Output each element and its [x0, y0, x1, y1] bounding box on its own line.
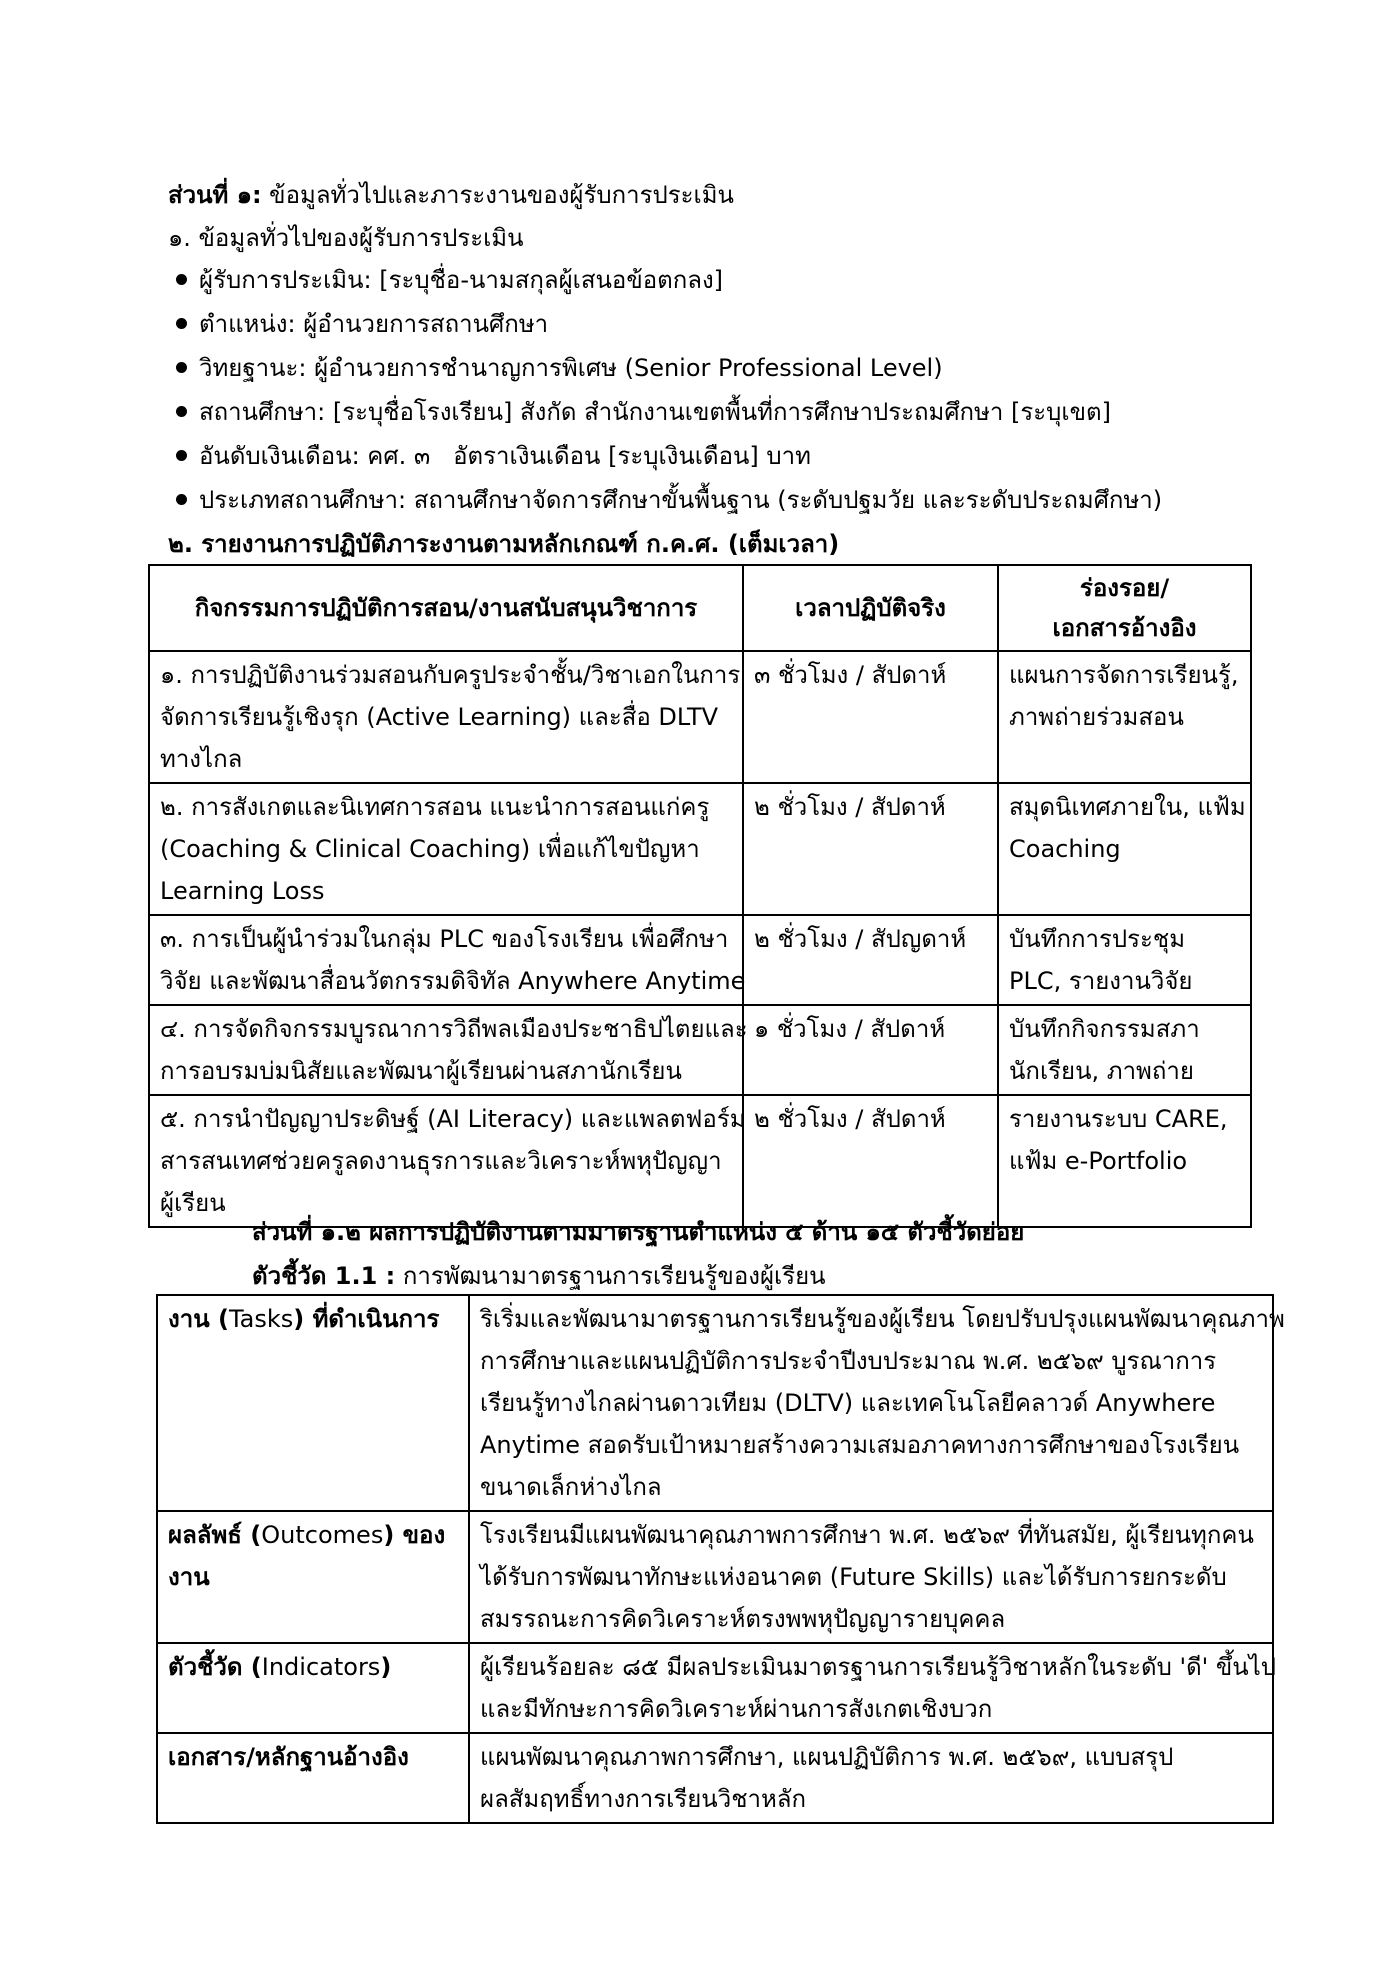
time-cell: ๒ ชั่วโมง / สัปดาห์	[743, 783, 998, 915]
bullet-item: ตำแหน่ง: ผู้อำนวยการสถานศึกษา	[176, 304, 548, 344]
header-activity: กิจกรรมการปฏิบัติการสอน/งานสนับสนุนวิชาการ	[149, 565, 743, 651]
indicator-heading-text: การพัฒนามาตรฐานการเรียนรู้ของผู้เรียน	[395, 1262, 826, 1290]
bullet-dot-icon	[176, 274, 187, 285]
table-header-row	[149, 565, 1251, 651]
section1-subheading-workload: ๒. รายงานการปฏิบัติภาระงานตามหลักเกณฑ์ ก.ค.ศ. (เต็มเวลา)	[168, 530, 840, 558]
label-cell: เอกสาร/หลักฐานอ้างอิง	[157, 1733, 469, 1823]
time-cell: ๒ ชั่วโมง / สัปญดาห์	[743, 915, 998, 1005]
label-cell: งาน (Tasks) ที่ดำเนินการ	[157, 1295, 469, 1511]
section1-heading-text: ข้อมูลทั่วไปและภาระงานของผู้รับการประเมิน	[261, 181, 734, 209]
table-row	[157, 1643, 1273, 1733]
content-cell: ริเริ่มและพัฒนามาตรฐานการเรียนรู้ของผู้เรียน โดยปรับปรุงแผนพัฒนาคุณภาพ การศึกษาและแผนปฏิบัติการประจำปีงบประมาณ พ.ศ. ๒๕๖๙ บูรณาการ เรียนรู้ทางไกลผ่านดาวเทียม (DLTV) และเทคโนโลยีคลาวด์ Anywhere Anytime สอดรับเป้าหมายสร้างความเสมอภาคทางการศึกษาของโรงเรียน ขนาดเล็กห่างไกล	[469, 1295, 1273, 1511]
table-row	[157, 1733, 1273, 1823]
evidence-cell: บันทึกการประชุม PLC, รายงานวิจัย	[998, 915, 1251, 1005]
bullet-item: ผู้รับการประเมิน: [ระบุชื่อ-นามสกุลผู้เสนอข้อตกลง]	[176, 260, 723, 300]
time-cell: ๓ ชั่วโมง / สัปดาห์	[743, 651, 998, 783]
workload-table	[148, 564, 1252, 1228]
label-cell: ตัวชี้วัด (Indicators)	[157, 1643, 469, 1733]
table-row	[149, 1005, 1251, 1095]
content-cell: โรงเรียนมีแผนพัฒนาคุณภาพการศึกษา พ.ศ. ๒๕๖๙ ที่ทันสมัย, ผู้เรียนทุกคน ได้รับการพัฒนาทักษะแห่งอนาคต (Future Skills) และได้รับการยกระดับ สมรรถนะการคิดวิเคราะห์ตรงพพหุปัญญารายบุคคล	[469, 1511, 1273, 1643]
evidence-cell: บันทึกกิจกรรมสภา นักเรียน, ภาพถ่าย	[998, 1005, 1251, 1095]
section12-heading: ส่วนที่ ๑.๒ ผลการปฏิบัติงานตามมาตรฐานตำแหน่ง ๕ ด้าน ๑๕ ตัวชี้วัดย่อย	[252, 1218, 1025, 1246]
activity-cell: ๕. การนำปัญญาประดิษฐ์ (AI Literacy) และแพลตฟอร์ม สารสนเทศช่วยครูลดงานธุรการและวิเคราะห์พหุปัญญา ผู้เรียน	[149, 1095, 743, 1227]
evidence-cell: สมุดนิเทศภายใน, แฟ้ม Coaching	[998, 783, 1251, 915]
time-cell: ๒ ชั่วโมง / สัปดาห์	[743, 1095, 998, 1227]
activity-cell: ๒. การสังเกตและนิเทศการสอน แนะนำการสอนแก่ครู (Coaching & Clinical Coaching) เพื่อแก้ไขปัญหา Learning Loss	[149, 783, 743, 915]
bullet-item: อันดับเงินเดือน: คศ. ๓ อัตราเงินเดือน [ระบุเงินเดือน] บาท	[176, 436, 811, 476]
indicator-heading	[252, 1256, 826, 1296]
bullet-dot-icon	[176, 362, 187, 373]
table-row	[149, 783, 1251, 915]
evidence-cell: รายงานระบบ CARE, แฟ้ม e-Portfolio	[998, 1095, 1251, 1227]
table-row	[157, 1511, 1273, 1643]
table-row	[149, 1095, 1251, 1227]
content-cell: ผู้เรียนร้อยละ ๘๕ มีผลประเมินมาตรฐานการเรียนรู้วิชาหลักในระดับ 'ดี' ขึ้นไป และมีทักษะการคิดวิเคราะห์ผ่านการสังเกตเชิงบวก	[469, 1643, 1273, 1733]
activity-cell: ๔. การจัดกิจกรรมบูรณาการวิถีพลเมืองประชาธิปไตยและ การอบรมบ่มนิสัยและพัฒนาผู้เรียนผ่านสภานักเรียน	[149, 1005, 743, 1095]
indicator-heading-bold: ตัวชี้วัด 1.1 :	[252, 1262, 396, 1290]
bullet-item: ประเภทสถานศึกษา: สถานศึกษาจัดการศึกษาขั้นพื้นฐาน (ระดับปฐมวัย และระดับประถมศึกษา)	[176, 480, 1162, 520]
label-cell: ผลลัพธ์ (Outcomes) ของ งาน	[157, 1511, 469, 1643]
header-time: เวลาปฏิบัติจริง	[743, 565, 998, 651]
section1-subheading-general: ๑. ข้อมูลทั่วไปของผู้รับการประเมิน	[168, 224, 524, 252]
bullet-dot-icon	[176, 450, 187, 461]
table-row	[157, 1295, 1273, 1511]
section1-heading	[168, 175, 734, 215]
bullet-dot-icon	[176, 318, 187, 329]
bullet-dot-icon	[176, 406, 187, 417]
bullet-dot-icon	[176, 494, 187, 505]
table-row	[149, 915, 1251, 1005]
indicator-table	[156, 1294, 1285, 1824]
time-cell: ๑ ชั่วโมง / สัปดาห์	[743, 1005, 998, 1095]
table-row	[149, 651, 1251, 783]
section1-heading-bold: ส่วนที่ ๑:	[168, 181, 262, 209]
header-evidence: ร่องรอย/ เอกสารอ้างอิง	[998, 565, 1251, 651]
activity-cell: ๑. การปฏิบัติงานร่วมสอนกับครูประจำชั้น/วิชาเอกในการ จัดการเรียนรู้เชิงรุก (Active Learning) และสื่อ DLTV ทางไกล	[149, 651, 743, 783]
activity-cell: ๓. การเป็นผู้นำร่วมในกลุ่ม PLC ของโรงเรียน เพื่อศึกษา วิจัย และพัฒนาสื่อนวัตกรรมดิจิทัล Anywhere Anytime	[149, 915, 743, 1005]
content-cell: แผนพัฒนาคุณภาพการศึกษา, แผนปฏิบัติการ พ.ศ. ๒๕๖๙, แบบสรุป ผลสัมฤทธิ์ทางการเรียนวิชาหลัก	[469, 1733, 1273, 1823]
bullet-item: สถานศึกษา: [ระบุชื่อโรงเรียน] สังกัด สำนักงานเขตพื้นที่การศึกษาประถมศึกษา [ระบุเขต]	[176, 392, 1111, 432]
evidence-cell: แผนการจัดการเรียนรู้, ภาพถ่ายร่วมสอน	[998, 651, 1251, 783]
bullet-item: วิทยฐานะ: ผู้อำนวยการชำนาญการพิเศษ (Senior Professional Level)	[176, 348, 943, 388]
